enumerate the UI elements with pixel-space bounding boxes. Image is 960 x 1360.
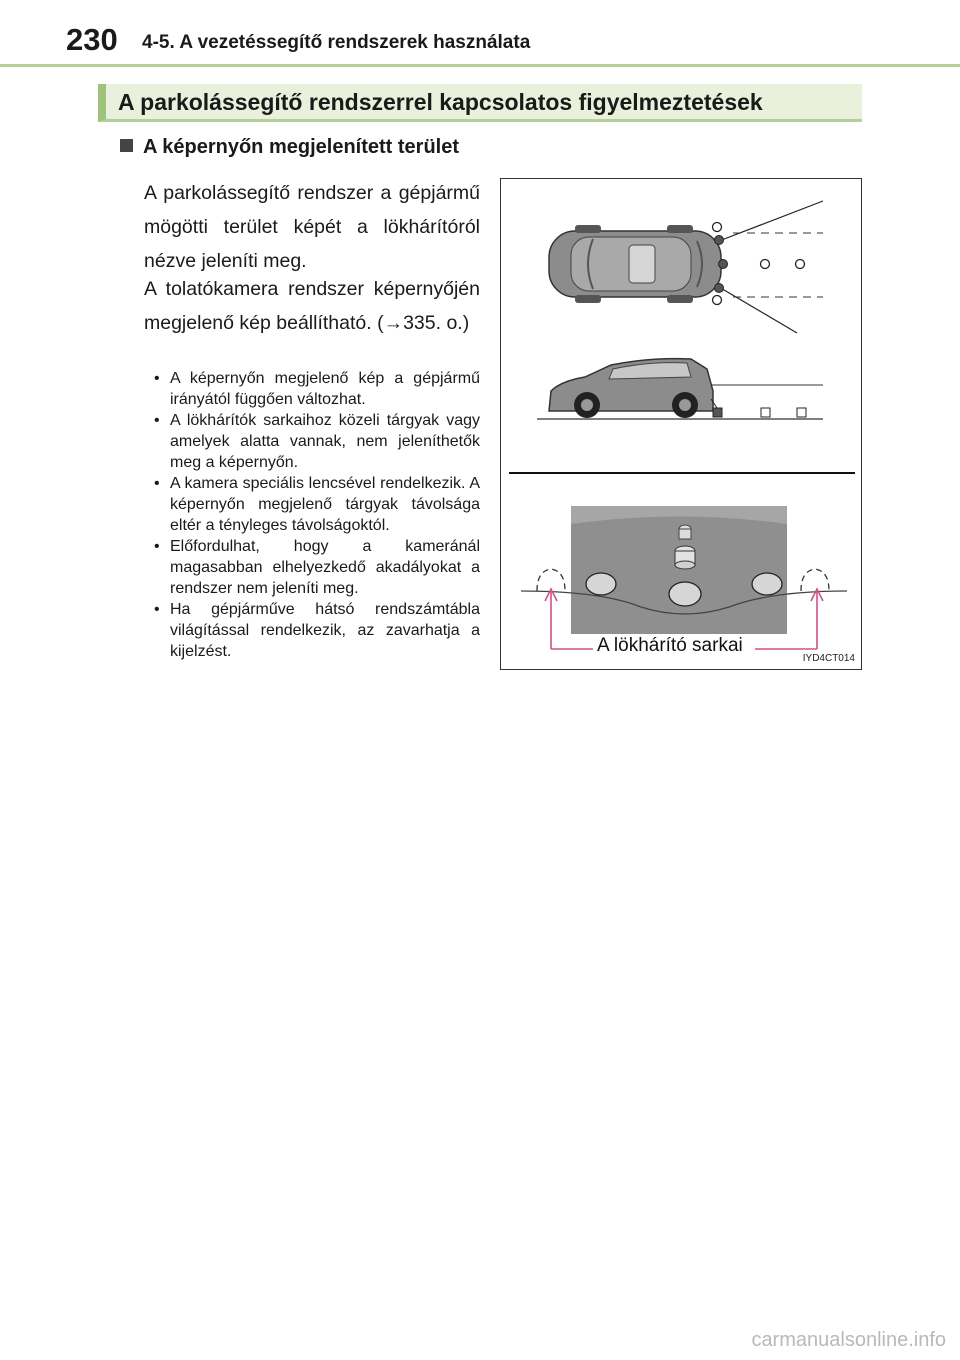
figure-illustration <box>501 179 863 671</box>
figure-code: IYD4CT014 <box>802 653 855 664</box>
car-side-view <box>549 359 713 418</box>
subheading <box>120 136 459 159</box>
paragraph-intro: A parkolássegítő rendszer a gépjármű mögötti terület képét a lökhárítóról nézve jeleníti meg. <box>144 182 480 272</box>
bumper-corners-label: A lökhárító sarkai <box>597 635 743 656</box>
page-number: 230 <box>66 22 118 57</box>
section-title-bar <box>98 84 862 122</box>
car-top-view <box>549 225 721 303</box>
chapter-title: 4-5. A vezetéssegítő rendszerek használata <box>142 32 531 53</box>
square-bullet-icon <box>120 139 133 152</box>
subheading-text: A képernyőn megjelenített terület <box>143 136 459 158</box>
paragraph-camera-setting: A tolatókamera rendszer képernyőjén megjelenő kép beállítható. (→335. o.) <box>144 278 480 334</box>
list-item: • Előfordulhat, hogy a kameránál magasabban elhelyezkedő akadályokat a rendszer nem jeleníti meg. <box>152 536 480 599</box>
list-item: • Ha gépjárművе hátsó rendszámtábla világítással rendelkezik, az zavarhatja a kijelzést. <box>152 599 480 662</box>
list-item: • A képernyőn megjelenő kép a gépjármű irányától függően változhat. <box>152 368 480 410</box>
list-item: • A lökhárítók sarkaihoz közeli tárgyak vagy amelyek alatta vannak, nem jeleníthetők meg a képernyőn. <box>152 410 480 473</box>
list-item: • A kamera speciális lencsével rendelkezik. A képernyőn megjelenő tárgyak távolsága eltér a tényleges távolságoktól. <box>152 473 480 536</box>
notes-list <box>152 368 480 662</box>
watermark: carmanualsonline.info <box>751 1329 946 1351</box>
header-divider <box>0 64 960 67</box>
parking-camera-figure <box>500 178 862 670</box>
section-title: A parkolássegítő rendszerrel kapcsolatos figyelmeztetések <box>118 89 763 115</box>
camera-screen-view <box>521 506 847 634</box>
